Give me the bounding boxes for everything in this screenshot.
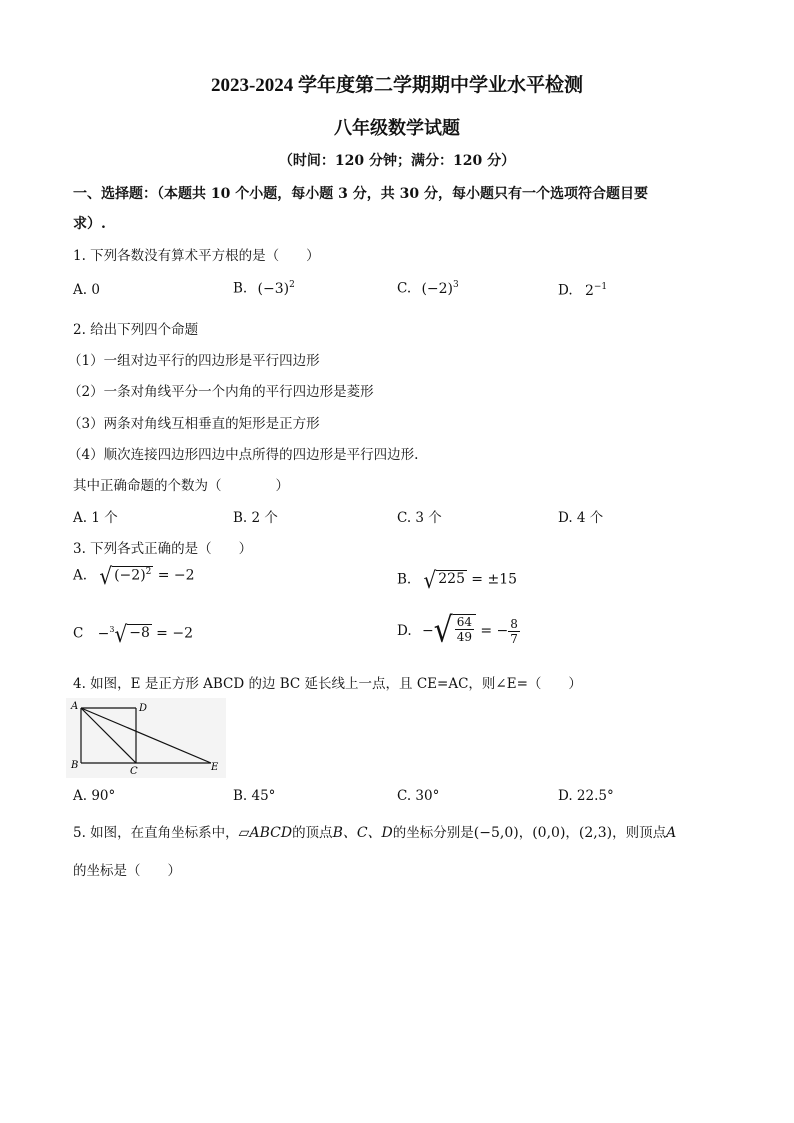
q4-option-a: A. 90° (73, 788, 116, 804)
q5-shape-name: ABCD (249, 825, 293, 841)
q3-option-b (397, 566, 518, 594)
question-2-stem: 2. 给出下列四个命题 (73, 322, 199, 338)
q3-option-d-num: 64 (456, 615, 473, 629)
q3-option-d-rden: 7 (510, 631, 518, 646)
q5-point-a: A (666, 825, 677, 841)
q4-option-b: B. 45° (233, 788, 276, 804)
q2-option-d: D. 4 个 (558, 510, 604, 526)
q3-option-c-inner: −8 (129, 625, 150, 641)
question-5-line2: 的坐标是（ ） (73, 863, 181, 879)
q3-option-d-label: D. (397, 623, 412, 639)
label-D: D (139, 703, 148, 714)
q1-option-c-exp: 3 (453, 280, 459, 290)
q1-option-c (397, 280, 459, 297)
q3-option-d-eq: = − (480, 623, 509, 639)
section-heading-line2: 求）. (73, 216, 106, 232)
q2-option-c: C. 3 个 (397, 510, 442, 526)
q3-option-c-label: C (73, 625, 84, 642)
q3-option-c-rhs: = −2 (156, 625, 193, 642)
q1-option-d-label: D. (558, 282, 573, 299)
q3-option-a-sqrt: √ $(-2)^2$ (99, 562, 152, 590)
q1-option-d-base: 2 (584, 282, 594, 299)
question-4-stem: 4. 如图，E 是正方形 ABCD 的边 BC 延长线上一点，且 CE=AC，则∠E=（ ） (73, 676, 582, 692)
q4-option-c: C. 30° (397, 788, 440, 804)
q3-option-c-minus: − (97, 625, 110, 642)
q3-option-d-minus: − (421, 623, 434, 639)
q4-figure (66, 698, 226, 778)
q1-option-d-exp: −1 (593, 282, 608, 292)
q5-coord-d: (2,3) (578, 825, 613, 841)
q5-stem-pre: 5. 如图，在直角坐标系中， (73, 825, 239, 841)
q1-option-b-exp: 2 (289, 280, 295, 290)
question-3-stem: 3. 下列各式正确的是（ ） (73, 541, 253, 557)
q2-proposition-4: （4）顺次连接四边形四边中点所得的四边形是平行四边形. (68, 447, 419, 463)
question-5-stem (73, 821, 676, 842)
q1-option-c-base: (−2) (421, 280, 453, 297)
label-B: B (71, 760, 79, 771)
q3-option-a-label: A. (73, 567, 88, 584)
q3-option-b-inner: 225 (438, 571, 465, 587)
q3-option-d (397, 610, 520, 651)
exam-info: （时间：120 分钟；满分：120 分） (278, 153, 516, 169)
q5-points: B、C、D (332, 825, 393, 841)
q2-ask: 其中正确命题的个数为（ ） (73, 478, 289, 494)
q3-option-c (73, 620, 193, 648)
question-1-stem: 1. 下列各数没有算术平方根的是（ ） (73, 248, 320, 264)
q5-text-mid3: ，则顶点 (612, 825, 667, 841)
q3-option-c-root-index: 3 (109, 625, 115, 634)
q3-option-a-exp: 2 (145, 567, 152, 577)
q1-option-d (558, 282, 607, 299)
label-A: A (71, 701, 79, 712)
q1-option-b-label: B. (233, 280, 248, 297)
page-subtitle: 八年级数学试题 (334, 118, 460, 138)
q2-proposition-3: （3）两条对角线互相垂直的矩形是正方形 (68, 416, 320, 432)
q3-option-d-sqrt: √ $\frac{64}{49}$ (434, 614, 476, 648)
q1-option-b (233, 280, 295, 297)
q3-option-a (73, 562, 195, 590)
q3-option-b-label: B. (397, 571, 412, 588)
parallelogram-symbol: ▱ (238, 825, 250, 841)
q3-option-d-den: 49 (456, 630, 473, 644)
label-E: E (211, 762, 219, 773)
q5-text-mid1: 的顶点 (292, 825, 333, 841)
page-title: 2023-2024 学年度第二学期期中学业水平检测 (210, 75, 584, 96)
q3-option-b-rhs: = ±15 (471, 571, 518, 588)
label-C: C (130, 766, 138, 777)
q2-option-a: A. 1 个 (73, 510, 118, 526)
q5-coord-c: (0,0) (532, 825, 566, 841)
q1-option-a: A. 0 (73, 282, 100, 298)
q4-option-d: D. 22.5° (558, 788, 614, 804)
q2-proposition-2: （2）一条对角线平分一个内角的平行四边形是菱形 (68, 384, 374, 400)
q3-option-d-rnum: 8 (510, 616, 518, 631)
q3-option-c-cbrt: √ −8 (114, 620, 150, 648)
q1-option-c-label: C. (397, 280, 412, 297)
q2-proposition-1: （1）一组对边平行的四边形是平行四边形 (68, 353, 320, 369)
q3-option-a-inner: (−2) (114, 567, 146, 584)
q5-coord-b: (−5,0) (473, 825, 519, 841)
q5-sep1: ， (518, 825, 533, 841)
q5-sep2: ， (565, 825, 579, 841)
q2-option-b: B. 2 个 (233, 510, 278, 526)
q3-option-b-sqrt: √ 225 (423, 566, 465, 594)
q5-text-mid2: 的坐标分别是 (392, 825, 474, 841)
q3-option-a-rhs: = −2 (157, 567, 195, 584)
q1-option-b-base: (−3) (257, 280, 290, 297)
section-heading-line1: 一、选择题：（本题共 10 个小题，每小题 3 分，共 30 分，每小题只有一个选项符合题目要 (73, 186, 648, 202)
